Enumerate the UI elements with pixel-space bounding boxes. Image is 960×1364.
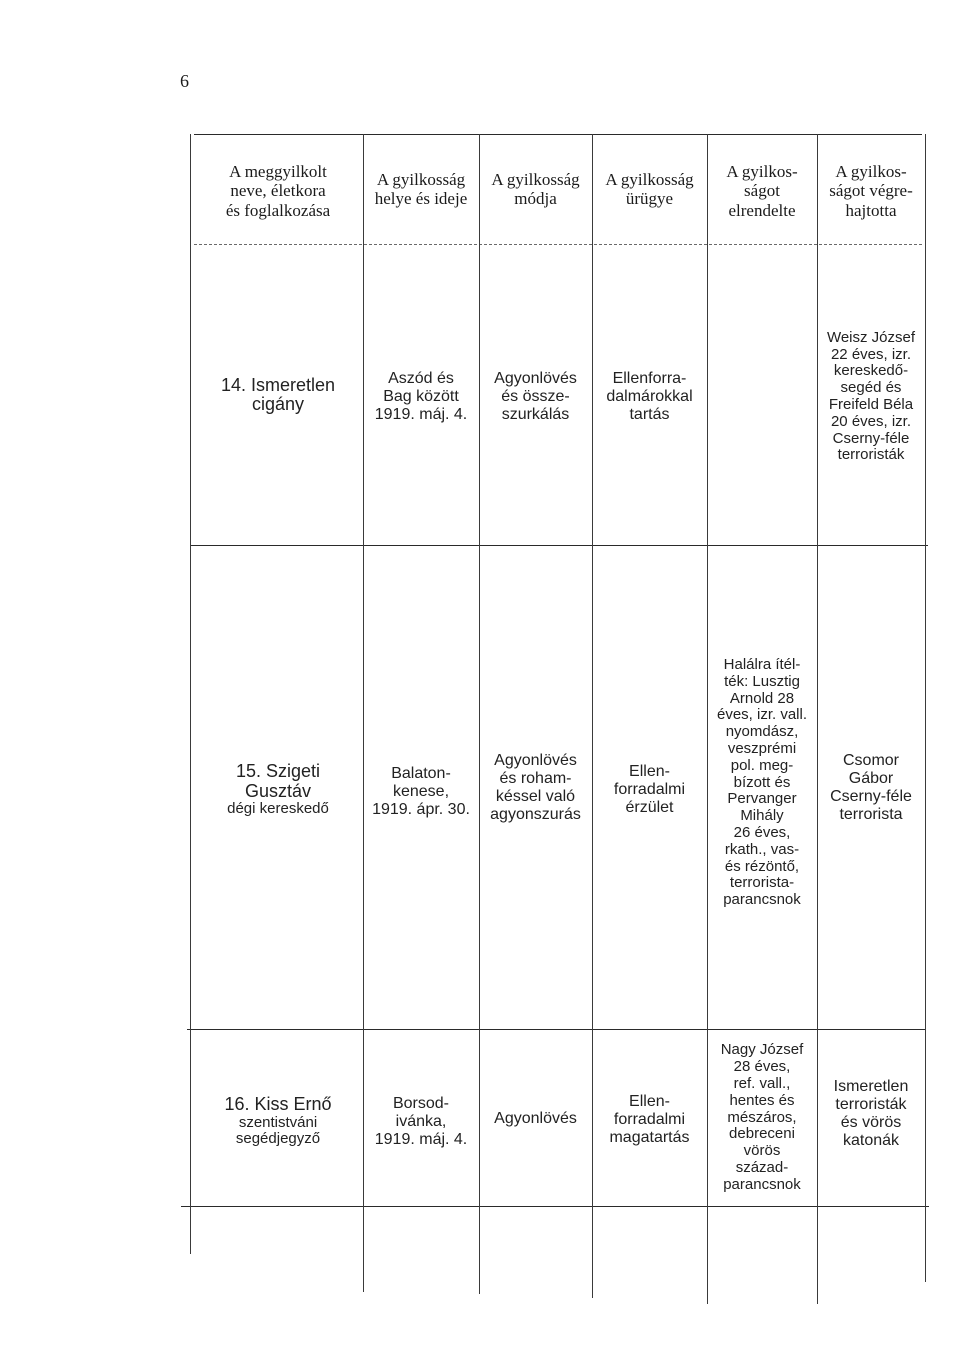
executed-by-cell: Ismeretlen terroristák és vörös katonák <box>833 1078 909 1149</box>
victim-cell: 15. Szigeti Gusztáv dégi kereskedő <box>227 761 329 818</box>
ordered-by-cell: Halálra ítél- ték: Lusztig Arnold 28 éves, izr. vall. nyomdász, veszprémi pol. meg- bízott és Pervanger Mihály 26 éves, rkath., vas- és rézöntő, terrorista- parancsnok <box>716 656 808 909</box>
header-victim: A meggyilkolt neve, életkora és foglalkozása <box>225 162 331 220</box>
executed-by-cell: Csomor Gábor Cserny-féle terrorista <box>830 752 912 823</box>
place-time-cell: Aszód és Bag között 1919. máj. 4. <box>374 370 468 423</box>
header-executed-by: A gyilkos- ságot végre- hajtotta <box>829 162 913 220</box>
header-pretext: A gyilkosság ürügye <box>605 169 694 208</box>
pretext-cell: Ellen- forradalmi magatartás <box>609 1093 690 1146</box>
executed-by-cell: Weisz József 22 éves, izr. kereskedő- segéd és Freifeld Béla 20 éves, izr. Cserny-féle terroristák <box>826 328 916 464</box>
place-time-cell: Balaton- kenese, 1919. ápr. 30. <box>372 765 470 818</box>
victim-cell: 16. Kiss Ernő szentistváni segédjegyző <box>224 1094 332 1147</box>
victim-cell: 14. Ismeretlen cigány <box>220 374 336 414</box>
method-cell: Agyonlövés és roham- késsel való agyonszurás <box>490 752 581 823</box>
place-time-cell: Borsod- ivánka, 1919. máj. 4. <box>374 1095 468 1148</box>
table-left-border <box>190 134 191 1254</box>
pretext-cell: Ellen- forradalmi érzület <box>613 763 686 816</box>
method-cell: Agyonlövés <box>494 1110 577 1128</box>
header-place-time: A gyilkosság helye és ideje <box>374 169 468 208</box>
ordered-by-cell: Nagy József 28 éves, ref. vall., hentes és mészáros, debreceni vörös század- parancsnok <box>720 1041 804 1193</box>
page-number: 6 <box>180 71 189 91</box>
table-top-rule <box>194 134 922 135</box>
method-cell: Agyonlövés és össze- szurkálás <box>494 370 577 423</box>
row-rule-2 <box>187 1029 925 1030</box>
table-right-border <box>925 134 926 1282</box>
pretext-cell: Ellenforra- dalmárokkal tartás <box>606 370 693 423</box>
header-rule <box>194 244 922 245</box>
header-method: A gyilkosság módja <box>491 169 580 208</box>
header-ordered-by: A gyilkos- ságot elrendelte <box>726 162 798 220</box>
